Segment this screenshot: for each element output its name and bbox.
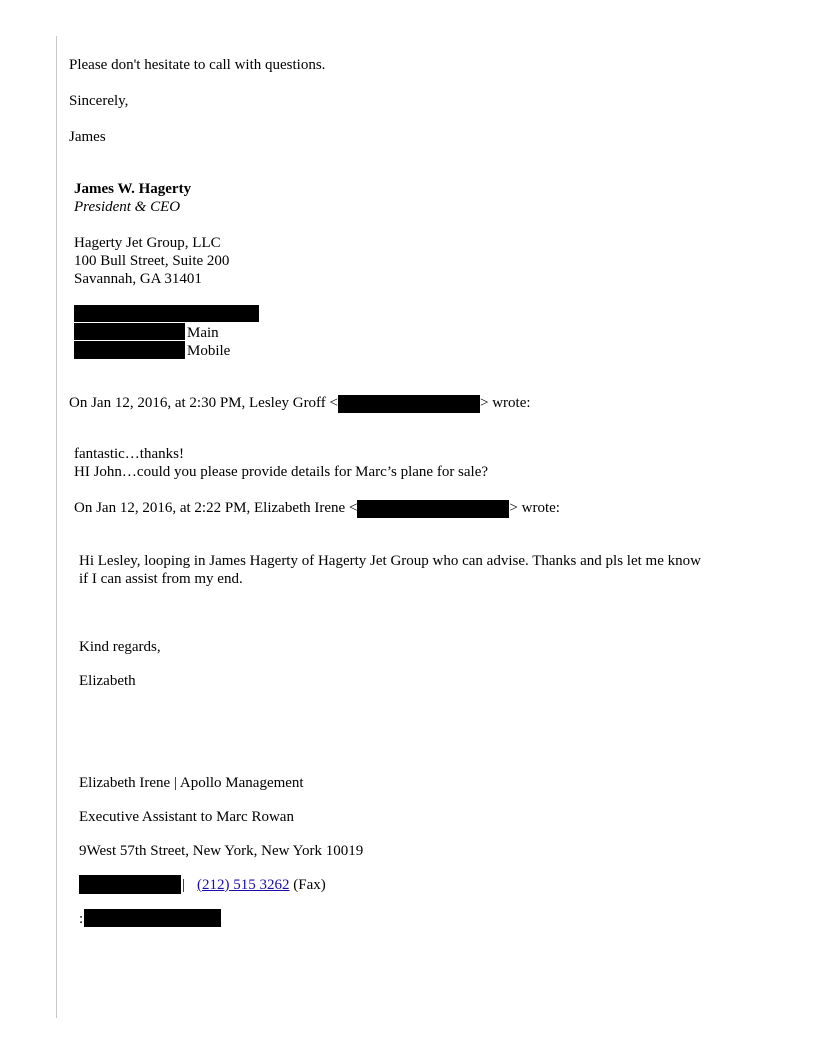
quote2-body-2: if I can assist from my end. bbox=[79, 571, 243, 587]
quote2-header-prefix: On Jan 12, 2016, at 2:22 PM, Elizabeth Irene < bbox=[74, 500, 358, 516]
quote1-body-2: HI John…could you please provide details for Marc’s plane for sale? bbox=[74, 464, 489, 480]
redacted-email bbox=[338, 395, 480, 413]
signature-company: Hagerty Jet Group, LLC bbox=[74, 235, 221, 251]
fax-label: (Fax) bbox=[293, 877, 326, 893]
phone-mobile-label: Mobile bbox=[187, 343, 231, 359]
phone-main-label: Main bbox=[187, 325, 219, 341]
redacted-phone-main bbox=[74, 323, 185, 340]
signature2-colon: : bbox=[79, 911, 84, 927]
fax-number-link[interactable]: (212) 515 3262 bbox=[197, 877, 290, 893]
signature2-line-3: 9West 57th Street, New York, New York 10019 bbox=[79, 843, 364, 859]
closing-line-3: James bbox=[69, 129, 106, 145]
fax-line bbox=[197, 876, 326, 894]
quote-bar bbox=[56, 36, 57, 1018]
signature-address-1: 100 Bull Street, Suite 200 bbox=[74, 253, 230, 269]
quote1-body-1: fantastic…thanks! bbox=[74, 446, 184, 462]
redacted-phone bbox=[79, 875, 181, 894]
closing-line-1: Please don't hesitate to call with questions. bbox=[69, 57, 326, 73]
redacted-phone-mobile bbox=[74, 341, 185, 359]
quote2-header-suffix: > wrote: bbox=[509, 500, 560, 516]
signature-address-2: Savannah, GA 31401 bbox=[74, 271, 202, 287]
redacted-email bbox=[74, 305, 259, 322]
quote2-name: Elizabeth bbox=[79, 673, 136, 689]
quote2-regards: Kind regards, bbox=[79, 639, 161, 655]
signature2-separator: | bbox=[182, 877, 186, 893]
closing-line-2: Sincerely, bbox=[69, 93, 129, 109]
quote1-header-suffix: > wrote: bbox=[480, 395, 531, 411]
quote2-body-1: Hi Lesley, looping in James Hagerty of Hagerty Jet Group who can advise. Thanks and pls let me know bbox=[79, 553, 701, 569]
signature-title: President & CEO bbox=[74, 199, 181, 215]
quote1-header bbox=[69, 394, 531, 413]
signature2-line-2: Executive Assistant to Marc Rowan bbox=[79, 809, 294, 825]
signature-name: James W. Hagerty bbox=[74, 181, 192, 197]
redacted-email bbox=[357, 500, 509, 518]
signature2-line-1: Elizabeth Irene | Apollo Management bbox=[79, 775, 304, 791]
redacted-email bbox=[84, 909, 221, 927]
quote1-header-prefix: On Jan 12, 2016, at 2:30 PM, Lesley Groff < bbox=[69, 395, 338, 411]
quote2-header bbox=[74, 499, 560, 518]
